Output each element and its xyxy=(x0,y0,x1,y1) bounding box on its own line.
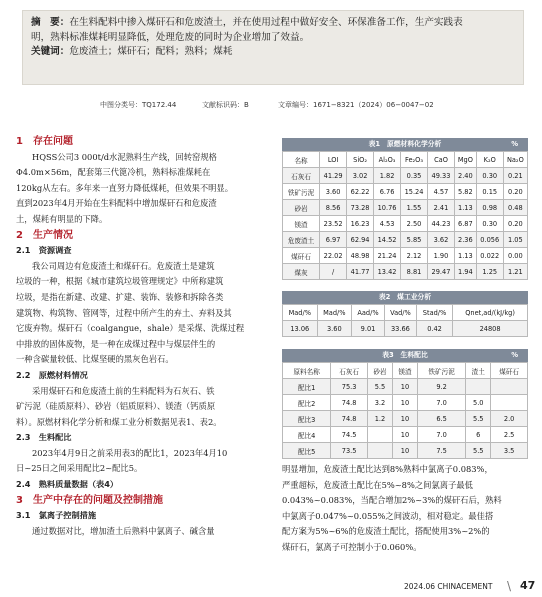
table-cell: 3.2 xyxy=(367,395,392,411)
table-cell: 3.60 xyxy=(317,321,352,337)
para-2-line5: 它废弃物。煤矸石（coalgangue，shale）是采煤、洗煤过程 xyxy=(16,323,245,334)
table-cell: 8.56 xyxy=(320,200,347,216)
table-cell: 渣土 xyxy=(466,363,491,379)
table-cell: 5.5 xyxy=(466,411,491,427)
section-2-3-heading: 2.3 生料配比 xyxy=(16,432,72,443)
table-cell: 原料名称 xyxy=(283,363,331,379)
table-2 xyxy=(282,291,528,337)
para-4-line1: 2023年4月9日之前采用表3的配比1，2023年4月10 xyxy=(32,447,228,458)
para-2-line3: 垃圾，是指在新建、改建、扩建、装饰、装修和拆除各类 xyxy=(16,291,224,302)
right-line3: 0.043%~0.083%，当配合增加2%~3%的煤矸石后，熟料 xyxy=(282,495,502,506)
table-cell: LOI xyxy=(320,152,347,168)
table-cell: 3.02 xyxy=(347,168,374,184)
table-cell: 1.21 xyxy=(503,264,527,280)
table-cell xyxy=(367,443,392,459)
table-row xyxy=(283,443,528,459)
table-cell: 石灰石 xyxy=(283,168,320,184)
para-4-line2: 日~25日之间采用配比2~配比5。 xyxy=(16,463,143,474)
table-cell: 7.5 xyxy=(417,443,465,459)
table-row xyxy=(283,427,528,443)
table-cell xyxy=(466,379,491,395)
right-line5: 配方案为5%~6%的危废渣土配比，搭配使用3%~2%的 xyxy=(282,526,490,537)
table-cell: / xyxy=(320,264,347,280)
para-1-line1: HQSS公司3 000t/d水泥熟料生产线，回转窑规格 xyxy=(32,151,217,162)
table-cell: 73.5 xyxy=(331,443,368,459)
clc-number: 中图分类号：TQ172.44 xyxy=(100,101,177,109)
table-row xyxy=(283,200,528,216)
table-cell: 镁渣 xyxy=(392,363,417,379)
table-cell: 23.52 xyxy=(320,216,347,232)
table-cell: 7.0 xyxy=(417,427,465,443)
table-cell: 6.5 xyxy=(417,411,465,427)
abstract-box xyxy=(22,10,524,85)
table-cell: 2.12 xyxy=(401,248,428,264)
abstract-text-line1: 在生料配料中掺入煤矸石和危废渣土，并在使用过程中做好安全、环保准备工作，生产实践表 xyxy=(69,17,463,28)
table-cell: 1.05 xyxy=(503,232,527,248)
table-cell: 2.50 xyxy=(401,216,428,232)
table-cell: 6.87 xyxy=(454,216,476,232)
table-cell: 煤灰 xyxy=(283,264,320,280)
table-cell: 62.94 xyxy=(347,232,374,248)
table-cell: 10 xyxy=(392,379,417,395)
table-cell: 6.76 xyxy=(374,184,401,200)
table-cell: Mad/% xyxy=(317,305,352,321)
table-cell: 3.5 xyxy=(491,443,528,459)
table-cell: 0.30 xyxy=(476,216,503,232)
table-row xyxy=(283,321,528,337)
table-cell xyxy=(367,427,392,443)
table-cell: 5.5 xyxy=(466,443,491,459)
table-2-caption: 表2 煤工业分析 xyxy=(282,291,528,304)
table-cell: 49.33 xyxy=(428,168,455,184)
table-cell: 0.00 xyxy=(503,248,527,264)
footer-divider: \ xyxy=(507,579,512,593)
table-cell: 镁渣 xyxy=(283,216,320,232)
table-cell: 配比2 xyxy=(283,395,331,411)
table-cell: 2.40 xyxy=(454,168,476,184)
para-2-line4: 建筑物、构筑物、管网等，过程中所产生的弃土、弃料及其 xyxy=(16,307,232,318)
table-cell: 0.35 xyxy=(401,168,428,184)
table-cell: Vad/% xyxy=(384,305,416,321)
table-cell: 10 xyxy=(392,411,417,427)
table-cell: 1.82 xyxy=(374,168,401,184)
table-1 xyxy=(282,138,528,280)
para-3-line3: 料）。原燃材料化学分析和煤工业分析数据见表1、表2。 xyxy=(16,416,222,427)
table-cell: 24808 xyxy=(453,321,528,337)
left-column xyxy=(16,134,272,539)
table-cell: Stad/% xyxy=(416,305,452,321)
table-2-grid xyxy=(282,304,528,337)
table-cell: 0.15 xyxy=(476,184,503,200)
table-1-caption: 表1 原燃材料化学分析 % xyxy=(282,138,528,151)
right-line2: 严重超标，危废渣土配比在5%~8%之间氯离子最低 xyxy=(282,479,473,490)
document-code: 文献标识码：B xyxy=(202,101,249,109)
page-footer xyxy=(0,578,542,597)
table-cell: Mad/% xyxy=(283,305,318,321)
abstract-text-line2: 明，熟料标准煤耗明显降低，处理危废的同时为企业增加了效益。 xyxy=(31,31,310,43)
table-row xyxy=(283,395,528,411)
table-row xyxy=(283,411,528,427)
keywords-label: 关键词： xyxy=(31,46,70,57)
right-line6: 煤矸石，氯离子可控制小于0.060%。 xyxy=(282,541,422,552)
table-cell: 2.36 xyxy=(454,232,476,248)
table-cell: 41.77 xyxy=(347,264,374,280)
table-cell: 3.60 xyxy=(320,184,347,200)
para-2-line6: 中排放的固体废物，是一种在成煤过程中与煤层伴生的 xyxy=(16,338,216,349)
table-cell: 14.52 xyxy=(374,232,401,248)
table-cell: 煤矸石 xyxy=(491,363,528,379)
section-2-4-heading: 2.4 熟料质量数据（表4） xyxy=(16,479,119,490)
table-cell: 6.97 xyxy=(320,232,347,248)
table-cell: 41.29 xyxy=(320,168,347,184)
table-cell: 1.2 xyxy=(367,411,392,427)
table-cell: Al₂O₃ xyxy=(374,152,401,168)
table-cell: Qnet,ad/(kJ/kg) xyxy=(453,305,528,321)
table-cell: 10 xyxy=(392,427,417,443)
table-cell: 75.3 xyxy=(331,379,368,395)
footer-issue: 2024.06 CHINACEMENT xyxy=(404,582,493,591)
section-2-1-heading: 2.1 资源调查 xyxy=(16,245,72,256)
section-3-heading: 3 生产中存在的问题及控制措施 xyxy=(16,494,163,506)
table-cell: 砂岩 xyxy=(367,363,392,379)
table-cell xyxy=(491,395,528,411)
table-cell: 5.5 xyxy=(367,379,392,395)
table-cell: 74.8 xyxy=(331,395,368,411)
table-cell: 1.94 xyxy=(454,264,476,280)
table-cell: 0.022 xyxy=(476,248,503,264)
table-cell: 配比5 xyxy=(283,443,331,459)
table-cell: 0.42 xyxy=(416,321,452,337)
table-cell: 73.28 xyxy=(347,200,374,216)
table-header-row xyxy=(283,363,528,379)
table-cell: 0.98 xyxy=(476,200,503,216)
table-cell: 16.23 xyxy=(347,216,374,232)
keywords-text: 危废渣土；煤矸石；配料；熟料；煤耗 xyxy=(69,46,233,57)
table-cell: 44.23 xyxy=(428,216,455,232)
right-line4: 中氯离子0.047%~0.055%之间波动，相对稳定。最佳搭 xyxy=(282,510,494,521)
table-cell: 33.66 xyxy=(384,321,416,337)
para-2-line7: 一种含碳量较低、比煤坚硬的黑灰色岩石。 xyxy=(16,354,174,365)
table-cell: MgO xyxy=(454,152,476,168)
table-cell: 9.01 xyxy=(352,321,385,337)
table-cell: 0.21 xyxy=(503,168,527,184)
section-2-heading: 2 生产情况 xyxy=(16,229,73,241)
para-1-line5: 土，煤耗有明显的下降。 xyxy=(16,213,108,224)
table-row xyxy=(283,168,528,184)
table-cell: 0.056 xyxy=(476,232,503,248)
table-row xyxy=(283,184,528,200)
para-3-line2: 矿污泥（硅质原料）、砂岩（铝质原料）、镁渣（钙质原 xyxy=(16,401,216,412)
table-cell: 5.0 xyxy=(466,395,491,411)
table-cell: 0.30 xyxy=(476,168,503,184)
table-cell: 1.13 xyxy=(454,200,476,216)
table-row xyxy=(283,379,528,395)
table-cell: 21.24 xyxy=(374,248,401,264)
table-cell: 2.41 xyxy=(428,200,455,216)
page-number: 47 xyxy=(520,579,536,592)
table-cell: 3.62 xyxy=(428,232,455,248)
table-cell: 1.90 xyxy=(428,248,455,264)
table-row xyxy=(283,264,528,280)
table-cell: 8.81 xyxy=(401,264,428,280)
table-cell: 62.22 xyxy=(347,184,374,200)
table-cell: 危废渣土 xyxy=(283,232,320,248)
para-2-line2: 垃圾的一种，根据《城市建筑垃圾管理规定》中所称建筑 xyxy=(16,276,224,287)
table-cell: 0.20 xyxy=(503,184,527,200)
table-cell: 29.47 xyxy=(428,264,455,280)
table-cell: Na₂O xyxy=(503,152,527,168)
table-3 xyxy=(282,349,528,459)
right-line1: 明显增加，危废渣土配比达到8%熟料中氯离子0.083%， xyxy=(282,464,493,474)
table-cell: 0.48 xyxy=(503,200,527,216)
table-cell: 铁矿污泥 xyxy=(283,184,320,200)
table-cell: 74.8 xyxy=(331,411,368,427)
table-cell: 15.24 xyxy=(401,184,428,200)
section-3-1-heading: 3.1 氯离子控制措施 xyxy=(16,510,97,521)
table-cell: 5.82 xyxy=(454,184,476,200)
table-cell: 9.2 xyxy=(417,379,465,395)
table-cell: 10 xyxy=(392,443,417,459)
table-3-grid xyxy=(282,362,528,459)
table-cell: 10.76 xyxy=(374,200,401,216)
table-row xyxy=(283,232,528,248)
table-cell: Fe₂O₃ xyxy=(401,152,428,168)
table-cell: 配比4 xyxy=(283,427,331,443)
table-cell: 2.5 xyxy=(491,427,528,443)
table-cell: 砂岩 xyxy=(283,200,320,216)
table-cell: SiO₂ xyxy=(347,152,374,168)
para-5-line1: 通过数据对比，增加渣土后熟料中氯离子、碱含量 xyxy=(32,525,215,536)
table-cell: 22.02 xyxy=(320,248,347,264)
table-cell: 石灰石 xyxy=(331,363,368,379)
table-cell: 1.13 xyxy=(454,248,476,264)
table-header-row xyxy=(283,152,528,168)
table-1-grid xyxy=(282,151,528,280)
table-cell: 13.42 xyxy=(374,264,401,280)
para-1-line3: 120kg从左右。多年来一直努力降低煤耗，但效果不明显。 xyxy=(16,182,234,193)
table-cell: 1.55 xyxy=(401,200,428,216)
table-cell: 13.06 xyxy=(283,321,318,337)
table-cell: 配比3 xyxy=(283,411,331,427)
table-cell: 2.0 xyxy=(491,411,528,427)
table-cell: 5.85 xyxy=(401,232,428,248)
table-cell: 7.0 xyxy=(417,395,465,411)
para-3-line1: 采用煤矸石和危废渣土前的生料配料为石灰石、铁 xyxy=(32,385,215,396)
table-cell: 10 xyxy=(392,395,417,411)
section-2-2-heading: 2.2 原燃材料情况 xyxy=(16,369,88,380)
table-cell: 4.53 xyxy=(374,216,401,232)
table-cell: K₂O xyxy=(476,152,503,168)
para-1-line2: Φ4.0m×56m，配套第三代篦冷机，熟料标准煤耗在 xyxy=(16,167,211,178)
table-cell: 0.20 xyxy=(503,216,527,232)
table-cell: 4.57 xyxy=(428,184,455,200)
section-1-heading: 1 存在问题 xyxy=(16,136,73,147)
table-cell: 1.25 xyxy=(476,264,503,280)
table-row xyxy=(283,216,528,232)
abstract-label: 摘 要： xyxy=(31,17,70,28)
table-cell: 配比1 xyxy=(283,379,331,395)
table-row xyxy=(283,248,528,264)
table-cell: 74.5 xyxy=(331,427,368,443)
table-cell: Aad/% xyxy=(352,305,385,321)
table-header-row xyxy=(283,305,528,321)
table-3-caption: 表3 生料配比 % xyxy=(282,349,528,362)
right-column-text xyxy=(282,462,528,556)
table-cell xyxy=(491,379,528,395)
table-cell: 名称 xyxy=(283,152,320,168)
para-1-line4: 直到2023年4月开始在生料配料中增加煤矸石和危废渣 xyxy=(16,198,217,209)
article-number: 文章编号：1671−8321（2024）06−0047−02 xyxy=(278,101,434,109)
table-cell: 铁矿污泥 xyxy=(417,363,465,379)
table-cell: CaO xyxy=(428,152,455,168)
table-cell: 煤矸石 xyxy=(283,248,320,264)
table-cell: 6 xyxy=(466,427,491,443)
table-cell: 48.98 xyxy=(347,248,374,264)
para-2-line1: 我公司周边有危废渣土和煤矸石。危废渣土是建筑 xyxy=(32,260,215,271)
